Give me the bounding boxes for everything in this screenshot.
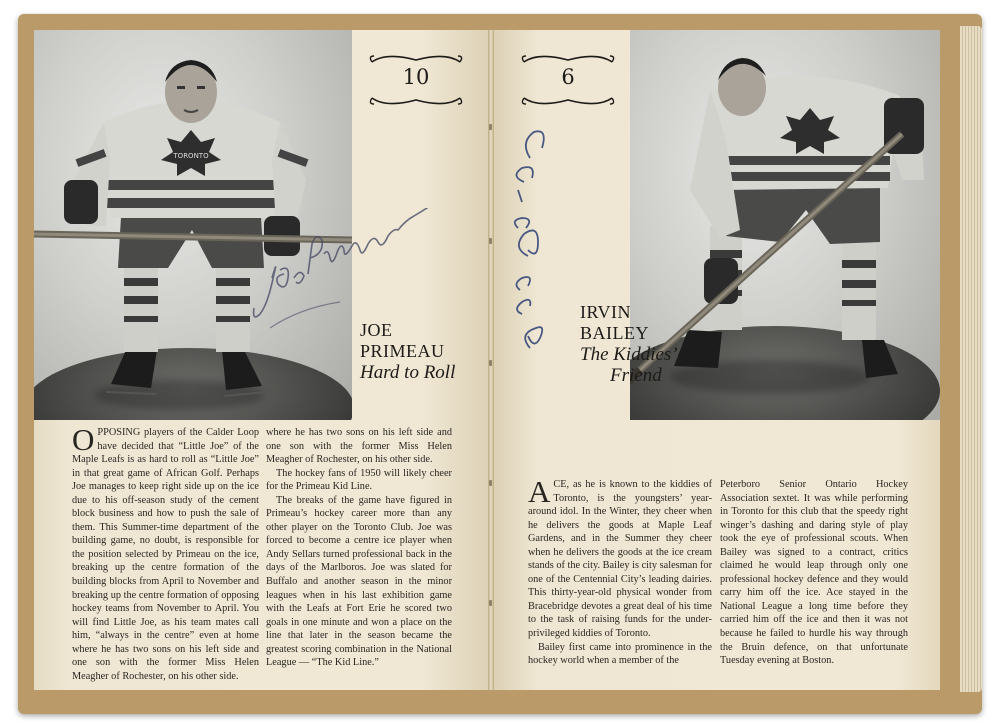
article-paragraph-1-continued: where he has two sons on his left side and one son with the former Miss Helen Meagher of Rochester, on his other side. xyxy=(266,427,452,466)
player-subtitle: Hard to Roll xyxy=(360,362,456,383)
article-paragraph-1: as he is known to the kiddies of Toronto, is the youngsters’ year-around idol. In the Winter, they cheer when he delivers the goods at Maple Leaf Gardens, and in the Summer they cheer when he delivers the goods at the ice cream stands of the city. Bailey is city salesman for one of the Centennial City’s leading dairies. This thirty-year-old physical wonder from Bracebridge devotes a great deal of his time to the task of raising funds for the under-privileged kiddies of Toronto. xyxy=(528,479,712,640)
article-column-1 xyxy=(72,426,259,686)
page-number-ornament xyxy=(518,50,618,110)
article-column-2 xyxy=(720,478,908,688)
page-number: 10 xyxy=(402,65,430,89)
article-paragraph-3: The breaks of the game have figured in Primeau’s hockey career more than any other player on the Toronto Club. Joe was forced to become a centre ice player when Andy Sellars turned professional back in the days of the Marlboros. Joe was slated for Buffalo and another season in the minor leagues when in his last exhibition game with the Leafs at Fort Erie he scored two goals in one minute and won a place on the line that later in the season became the greatest scoring combination in the National League — “The Kid Line.” xyxy=(266,494,452,669)
article-paragraph-2-continued: Peterboro Senior Ontario Hockey Association sextet. It was while performing in Toronto for this club that the speedy right winger’s dashing and daring style of play took the eye of professional scouts. When Bailey was signed to a contract, critics claimed he would leap through only one professional hockey defence and they would carry him off the ice. Ace stayed in the National League a long time before they carried him off the ice and then it was not because he failed to hurdle his way through the Bruin defence, on that unfortunate Tuesday evening at Boston. xyxy=(720,479,908,667)
player-caption xyxy=(360,320,490,383)
page-number: 6 xyxy=(561,65,575,89)
left-page xyxy=(34,30,490,690)
player-photo-primeau xyxy=(34,30,352,420)
binding-stitch xyxy=(489,360,492,366)
article-paragraph-1: players of the Calder Loop have decided that “Little Joe” of the Maple Leafs is as hard to roll as “Little Joe” in that great game of African Golf. Perhaps Joe manages to keep right side up on the ice due to his off-season study of the cement block business and how to push the sale of them. This Summer-time department of the building game, no doubt, is responsible for the position selected by Primeau on the ice, breaking up the centre formation of the building blocks from April to November and breaking up the centre formation of opposing hockey teams from November to April. You will find Little Joe, as his team mates call him, “always in the centre” even at home where he has two sons on his left side and one son with the former Miss Helen Meagher of Rochester, on his other side. xyxy=(72,427,259,682)
player-last-name: BAILEY xyxy=(580,323,649,343)
right-page xyxy=(494,30,940,690)
article-paragraph-2: The hockey fans of 1950 will likely cheer for the Primeau Kid Line. xyxy=(266,467,452,493)
binding-stitch xyxy=(489,238,492,244)
page-edges xyxy=(960,26,982,692)
autograph-signature xyxy=(500,118,570,368)
player-first-name: IRVIN xyxy=(580,302,632,322)
drop-cap: O xyxy=(72,426,95,457)
article-column-2 xyxy=(266,426,452,688)
player-last-name: PRIMEAU xyxy=(360,341,445,361)
binding-stitch xyxy=(489,480,492,486)
binding-stitch xyxy=(489,600,492,606)
binding-stitch xyxy=(489,124,492,130)
page-number-ornament xyxy=(366,50,466,110)
lead-word: CE, xyxy=(553,479,570,490)
player-caption xyxy=(580,302,710,386)
player-subtitle-2: Friend xyxy=(610,365,662,386)
player-figure-primeau xyxy=(34,30,352,420)
lead-word: PPOSING xyxy=(97,427,141,438)
svg-text:TORONTO: TORONTO xyxy=(173,152,209,160)
player-first-name: JOE xyxy=(360,320,393,340)
drop-cap: A xyxy=(528,478,551,509)
player-subtitle: The Kiddies’ xyxy=(580,344,678,365)
article-paragraph-2: Bailey first came into prominence in the hockey world when a member of the xyxy=(528,641,712,667)
article-column-1 xyxy=(528,478,712,688)
